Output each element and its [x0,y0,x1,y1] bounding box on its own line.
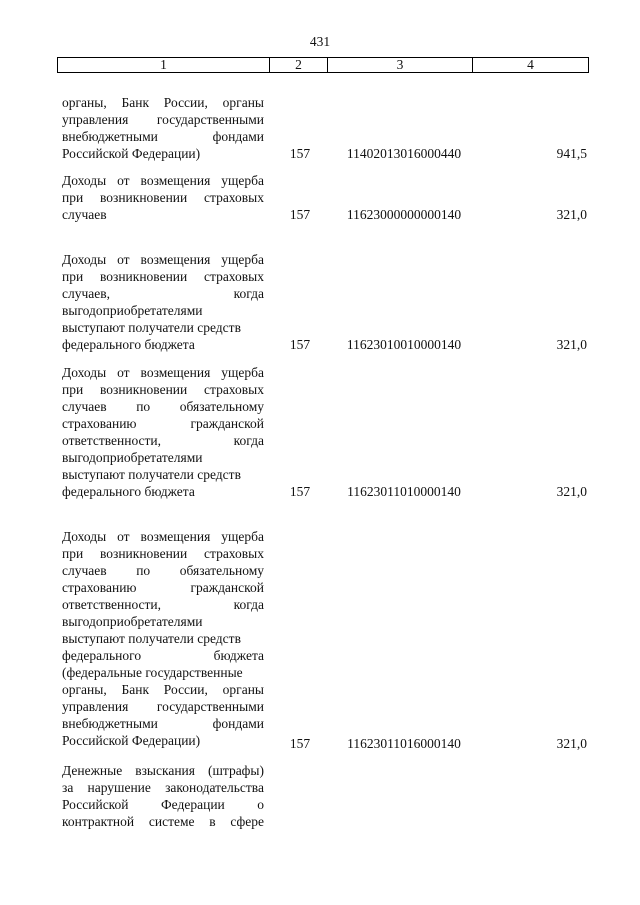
table-header-col-3: 3 [328,58,473,72]
description-line: при возникновении страховых [62,269,264,284]
description-line: выгодоприобретателями [62,450,203,465]
row-amount: 321,0 [556,337,587,352]
row-description [62,94,264,162]
row-classification-code: 11623010010000140 [346,337,462,352]
row-description [62,364,264,500]
description-line: управления государственными [62,112,264,127]
description-line: при возникновении страховых [62,190,264,205]
description-line: органы, Банк России, органы [62,682,264,697]
table-header-col-1: 1 [58,58,270,72]
description-line: Доходы от возмещения ущерба [62,365,264,380]
row-description [62,528,264,749]
description-line: органы, Банк России, органы [62,95,264,110]
row-chapter-code: 157 [289,484,311,499]
row-classification-code: 11623000000000140 [346,207,462,222]
description-line: ответственности, когда [62,597,264,612]
description-line: ответственности, когда [62,433,264,448]
description-line: Российской Федерации о [62,797,264,812]
row-chapter-code: 157 [289,146,311,161]
table-header-col-4: 4 [527,57,534,72]
description-line: Денежные взыскания (штрафы) [62,763,264,778]
row-amount: 941,5 [556,146,587,161]
row-classification-code: 11623011010000140 [347,484,461,499]
description-line: управления государственными [62,699,264,714]
description-line: при возникновении страховых [62,382,264,397]
description-line: случаев [62,207,107,222]
description-line: за нарушение законодательства [62,780,264,795]
row-description [62,762,264,830]
description-line: Доходы от возмещения ущерба [62,252,264,267]
description-line: федерального бюджета [62,648,264,663]
description-line: федерального бюджета [62,337,195,352]
description-line: федерального бюджета [62,484,195,499]
description-line: (федеральные государственные [62,665,243,680]
description-line: выгодоприобретателями [62,303,203,318]
row-description [62,172,264,223]
description-line: случаев по обязательному [62,399,264,414]
row-amount: 321,0 [556,207,587,222]
description-line: выступают получатели средств [62,467,241,482]
row-chapter-code: 157 [289,736,311,751]
row-chapter-code: 157 [289,207,311,222]
description-line: страхованию гражданской [62,580,264,595]
row-classification-code: 11402013016000440 [346,146,462,161]
description-line: Российской Федерации) [62,733,201,748]
row-description [62,251,264,353]
row-classification-code: 11623011016000140 [347,736,461,751]
row-chapter-code: 157 [289,337,311,352]
table-header-row [57,57,589,73]
description-line: выступают получатели средств [62,320,241,335]
description-line: случаев, когда [62,286,264,301]
description-line: Российской Федерации) [62,146,201,161]
row-amount: 321,0 [556,484,587,499]
description-line: контрактной системе в сфере [62,814,264,829]
description-line: внебюджетными фондами [62,716,264,731]
description-line: Доходы от возмещения ущерба [62,529,264,544]
description-line: Доходы от возмещения ущерба [62,173,264,188]
table-header-col-2: 2 [270,58,328,72]
description-line: выступают получатели средств [62,631,241,646]
description-line: случаев по обязательному [62,563,264,578]
description-line: страхованию гражданской [62,416,264,431]
row-amount: 321,0 [556,736,587,751]
page-number: 431 [309,34,331,49]
description-line: внебюджетными фондами [62,129,264,144]
description-line: выгодоприобретателями [62,614,203,629]
description-line: при возникновении страховых [62,546,264,561]
